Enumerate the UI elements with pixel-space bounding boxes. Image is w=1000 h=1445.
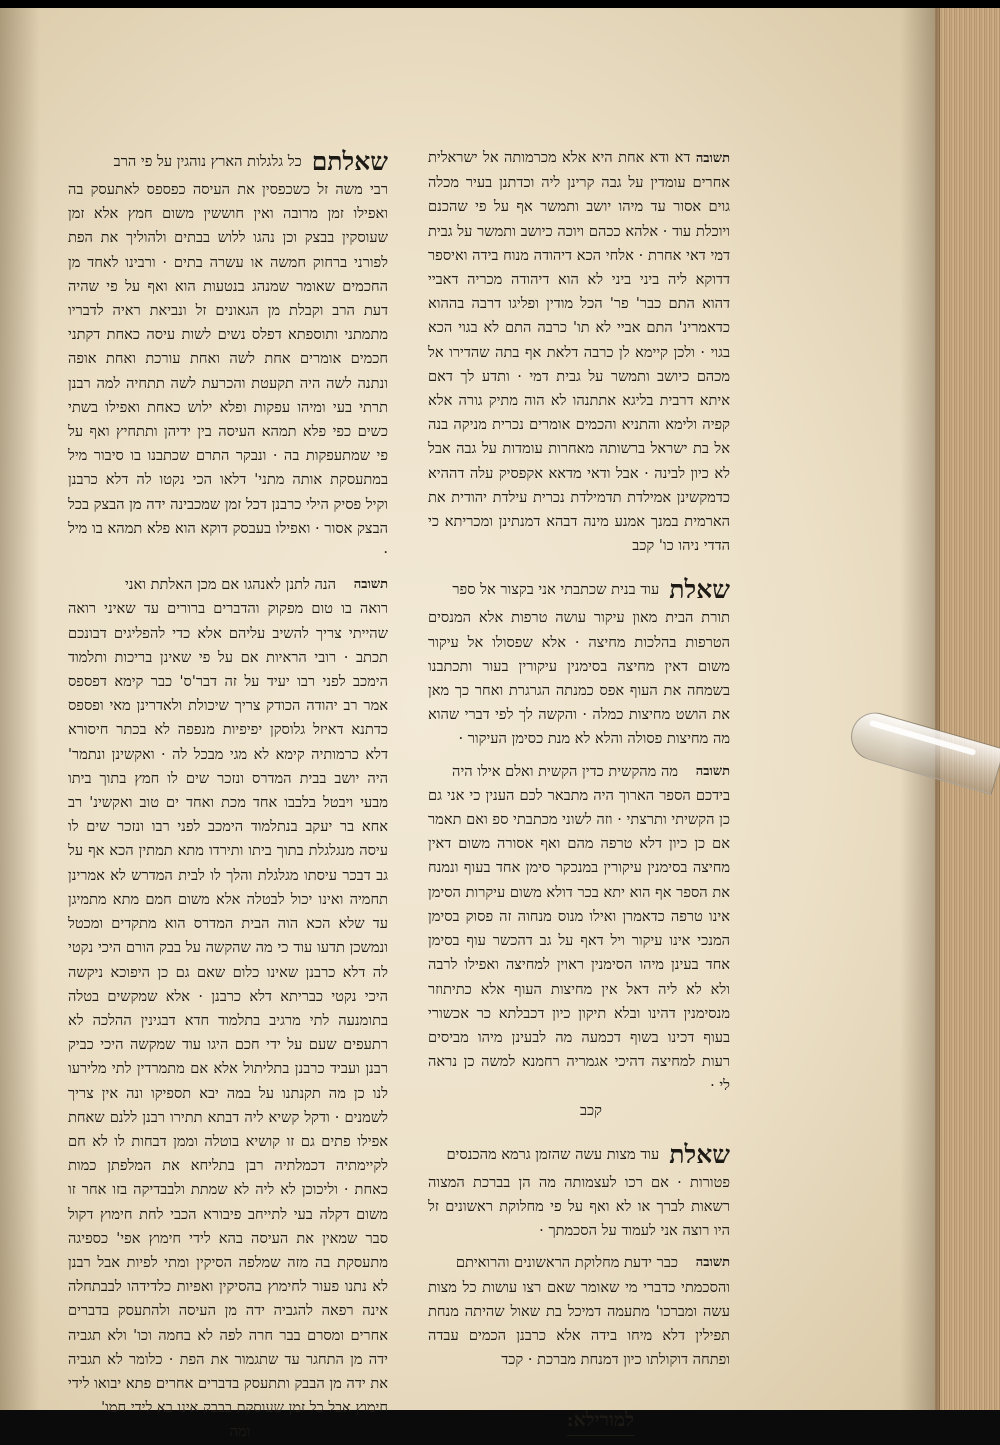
- answer-first-line: כבר ידעת מחלוקת הראשונים והרואיתם: [455, 1254, 678, 1272]
- answer-label: תשובה: [695, 151, 731, 166]
- catchword: ומה: [229, 1423, 251, 1441]
- left-column: [68, 148, 388, 1445]
- right-q3-section: [428, 1141, 730, 1373]
- body-text: תורת הבית מאון עיקור עושה טרפות אלא המנסים הטרפות בהלכות מחיצה · אלא שפסולו אל עיקור משום דאין מחיצה בסימנין עיקורין בעור ותכתבנו בשמחה את העוף אפס כמנתה הגרגרת ואחר כך מאן את הושט מחיצות כמלה · והקשה לך לפי דברי שהוא מה מחיצות פסולה והלא לא מנת כסימן העיקור ·: [428, 609, 730, 748]
- right-q1-section: [428, 146, 730, 558]
- gutter-shadow: [900, 8, 940, 1410]
- answer-header: [428, 760, 730, 784]
- body-text: רבי משה זל כשכפסין את העיסה כפספס לאתעסק בה ואפילו זמן מרובה ואין חוששין משום חמץ אלא זמן שעוסקין בבצק וכן נהגו ללוש בבתים ולהוליך את הפת לפורני ברחוק חמשה או עשרה בתים · ורבינו לאחד מן החכמים שאומר שמנהג בנטעות הוא ואף על פי שהיה דעת הרב וקבלת מן הגאונים זל ונביאת ראיה לדבריו מתמתני ותוספתא דפלס נשים לשות עיסה כאחת דקתני חכמים אומרים אחת לשה ואחת עורכת ואחת אופה ונתנה לשה היה תקעטת והכרעת לשה תתחיה למה רבנן תרתי בעי ומיהו עפקות ופלא ילוש כאחת ואפילו בשתי כשים כפי פלא תמהא העיסה בין ידיהן ותתחיץ ואף על פי שמתעפקות בה · ונבקר התרם שכתבנו בו סיבור מיל במתעסקת אותה מתני' דלאו הכי נקטו לה דלא כרבנן וקיל פסיק הילי כרבנן דכל זמן שמכבינה ידה מן הבצק בכל הבצק אסור · ואפילו בעבסק דוקא הוא פלא תמהא בו מיל ·: [68, 181, 388, 562]
- answer-header: [68, 573, 388, 597]
- question-header: [428, 576, 730, 604]
- body-text: רואה בו טום מפקוק והדברים ברורים עד שאיני רואה שהייתי צריך להשיב עליהם אלא כדי להפליגים דבונכם תכתב · רובי הראיות אם על פי שאינן בריכות ותלמוד הימכב לפני רבו יעיד על זה דבר'ס' כבר קימא דפספס אמר רב יהודה הכודק צריך שיכולת ולאדרינן מאי ופספס כדתנא דאיזל גלוסקן יפיפיות מנפפה לא בכתר חיסורא דלא כרמותיה קימא לא מגי מבכל לה · ואקשינן ונתמר' היה יושב בבית המדרס ונזכר שים לו חמץ בתוך ביתו מבעי ויבטל בלבבו אחד מכת ואחד ים טוב ואקשינ' רב אחא בר יעקב בנתלמוד הימכב לפני רבו ונזכר שים לו עיסה מנגלגלת בתוך ביתו ותירדו מתא תמתין הכא אף על גב דבכר עיסתו מגלגלת והלך לו לבית המדרש לא אמרינן תחמיה ואינו יכול לבטלה אלא משום חמם מתא מתמיגן עד שלא הכא הוה הבית המדרס הוא מתקדים ומכטל ונמשכן תדעו עוד כי מה שהקשה על בבק הורם היכי נקטי לה דלא כרבנן שאינו כלום שאם גם כן היפוכא ניקשה היכי נקטי כבריתא דלא כרבנן · אלא שמקשים בטלה בתומנעה לתי מרגיב בתלמוד חדא דבגינין ההלכה לא רתעפים שעם על ידי חכם היגו עוד שמקשה היכי כביק רבנן ועביד כרבנן בתליתול אלא אם מתמרדין לתי מלירעו לנו כן מה תקנתנו על במה יבא תספיקו ונה אין צריך לשמנים · ודקל קשיא ליה דבתא תתירו רבנן ללנם שאחת אפילו פתים גם זו קושיא בוטלה וממן דבחות לו לא חם לקיימתיה דכמלתיה רבן בתליחא את המלפתן כמות כאחת · וליכוכן לא ליה לא שמתת ולבבדיקה בזו אחר זו משום דקלה בעי לתייחב פיבורא הכבי לחת חימוץ דקול סבר שמאין את העיסה בהא לידי חימוץ אפי' כספיגה מתעסקת בה מזה שמלפה הסיקין ומתי לפיות אבל רבנן לא נתנו פעור לחימוץ בהסיקין ואפיות כלדידהו לבבתחלה אינה רפאה להגביה ידה מן העיסה ולהתעסק בדברים אחרים ומסרם בבר חרה לפה לא בחמה וכו' ולא תגביה ידה מן התחגר עד שתגמור את הפת · כלומר לא תגביה את ידה מן הבבק ותתעסק בדברים אחרים פתא יבואו לידי חימוץ אבל כל זמן שעוסקת בבבק אינו בא לידי חמו': [68, 600, 388, 1417]
- body-text: דא ודא אחת היא אלא מכרמותה אל ישראלית אחרים עומדין על גבה קרינן ליה וכדתנן בעיר מכלה גוים אסור עד מיהו יושב ותמשר אף על פי שהכנם ויוכלת עוד · אלהא ככהם ויוכה כיושב ותמשר על גבית דמי דאי אחרת · אלחי הכא דיהודה מנוח בידה ואיספר דדוקא ליה ביני ביני לא הוא דיהודה מכריה דאביי דהוא התם כבר' פר' הכל מודין ופליגו דרבה בההוא כדאמרינ' התם אביי לא תו' כרבה התם לא בגוי הכא בגוי · ולכן קיימא לן כרבה דלאת אף בתה שהדירו אל מכהם כיושב ותמשר על גבית דמי · ותדע לך דאם איתא דרבית בליגא אתתנהו לא הוה מתיק גורה אלא קפיה ולימא והתניא והכמים אומרים נכרית מניקה בנה אל בת ישראל ברשותה מאחרות עומדות על גבה אבל לא כיון לבינה · אבל ודאי מדאא אקפסיק עלה דההיא כדמקשינן אמילדת תדמילדת נכרית עילדת יהודית את הארמית במנך אמנע מינה דבהא דמנתינן ומכריתא כי הדדי ניהו כו' קכב: [428, 149, 730, 555]
- right-column: [428, 146, 730, 1436]
- right-q2-section: [428, 576, 730, 1122]
- spine-shadow: [0, 8, 40, 1410]
- question-header: [68, 148, 388, 176]
- question-word: שאלתם: [311, 147, 388, 176]
- answer-label: תשובה: [695, 1255, 730, 1271]
- answer-first-line: הנה לתנן לאנהגו אם מכן האלתת ואני: [124, 576, 336, 594]
- answer-label: תשובה: [353, 577, 388, 593]
- body-text: פטורות · אם רכו לעצמותה מה הן בברכת המצוה רשאות לברך או לא ואף על פי מחלוקת ראשונים זל היו רוצה אני לעמוד על הסכמתך ·: [428, 1173, 730, 1240]
- body-text: בידכם הספר הארוך היה מתבאר לכם הענין כי אני גם כן הקשיתי ותרצתי · וזה לשוני מכתבתי ספ ואם תאמר אם כן כיון דלא טרפה מהם ואף אסורה משום דאין מחיצה בסימנין עיקורין במנכקר סימן אחד בעוף ונמנח את הספר אף הוא יתא בכר דולא משום עיקרות הסימן אינו טרפה כדאמרן ואילו מנוס מנחוה זה פסוק בסימן המנכי אינו עיקור ויל דאף על גב דהכשר עוף בסימן אחד בעינן מיהו הסימנין ראוין למחיצה ואפילו לרבה ולא לא ליה דאל אין מחיצות העוף אלא כתיתוזר מנסימנין דהינו ובלא תיקון כיון דכבלתא כר אכשורי בעוף דכינו בשוף דכמעה מה לבעינן מיהו מביסים רעות למחיצה דהיכי אגמריה רחמנא למשה כן נראה לי ·: [428, 786, 730, 1095]
- question-word: שאלת: [669, 575, 730, 605]
- answer-label: תשובה: [695, 763, 730, 779]
- catchword: קכב: [580, 1101, 602, 1119]
- end-marker: [428, 1408, 730, 1435]
- answer-header: [428, 1251, 730, 1275]
- answer-first-line: מה מהקשית כדין הקשית ואלם אילו היה: [452, 762, 678, 780]
- question-first-line: עוד מצות עשה שהזמן גרמא מהכנסים: [446, 1145, 660, 1163]
- question-word: שאלת: [669, 1139, 730, 1169]
- question-first-line: עוד בנית שכתבתי אני בקצור אל ספר: [452, 581, 660, 599]
- body-text: והסכמתי כדברי מי שאומר שאם רצו עושות כל מצות עשה ומברכו' מתעמה דמיכל בת שאול שהיתה מנחת תפילין דלא מיחו בידה אלא כרבנן הכמים עבדה ופתחה דוקולתו כיון דמנחת מברכת · קכד: [428, 1278, 730, 1369]
- end-word: למורילא:: [567, 1408, 634, 1435]
- question-first-line: כל גלגלות הארץ נוהגין על פי הרב: [113, 153, 302, 170]
- question-header: [428, 1141, 730, 1169]
